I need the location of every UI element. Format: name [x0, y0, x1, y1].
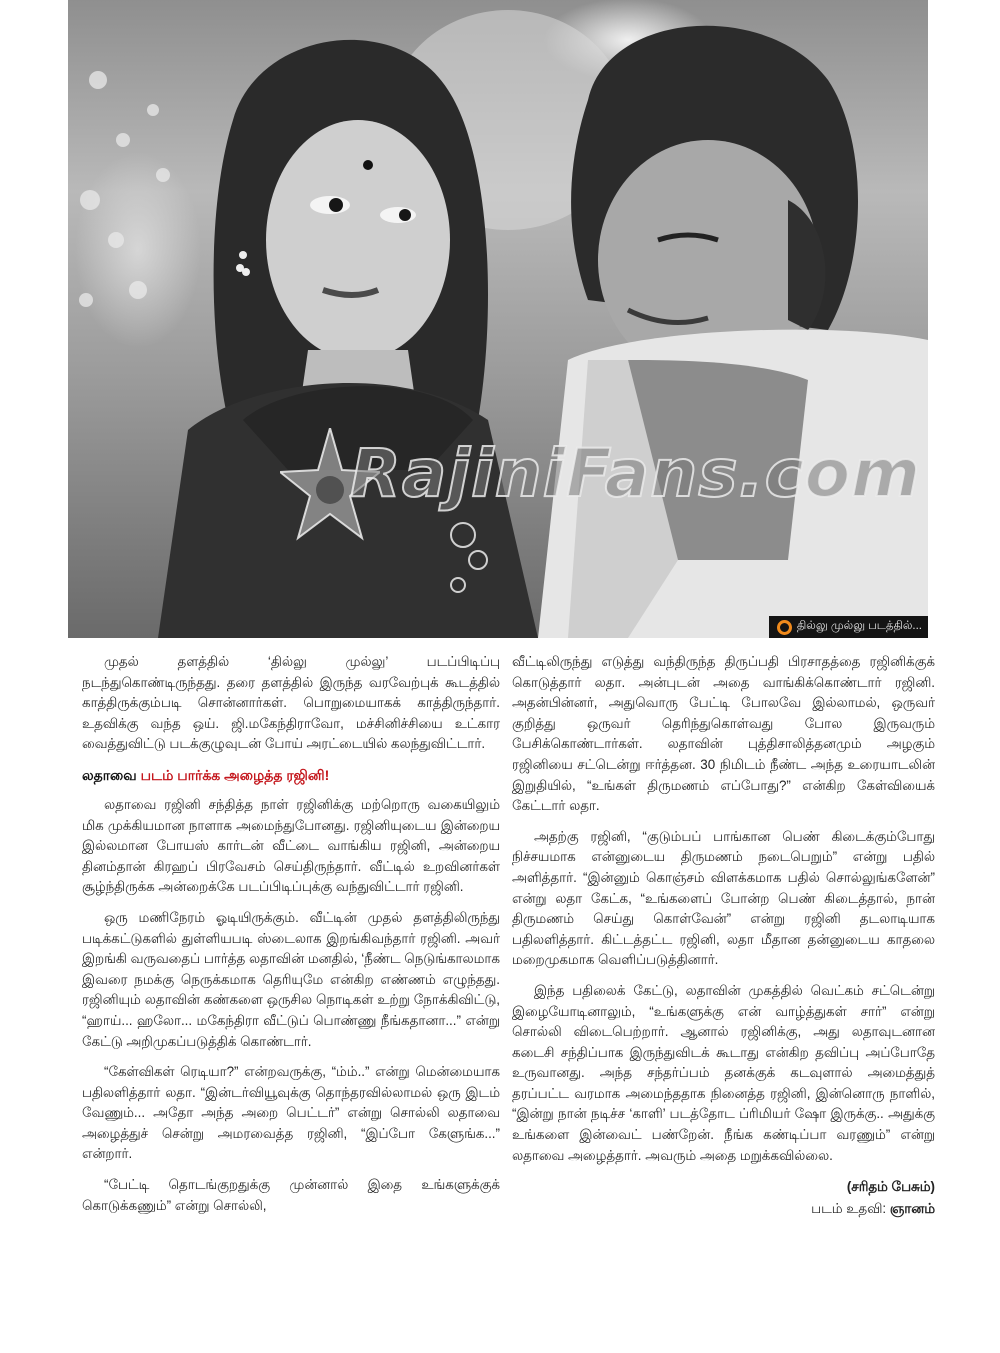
- watermark: [280, 428, 928, 518]
- article-photo: [68, 0, 928, 638]
- photo-credit: [512, 1198, 935, 1220]
- paragraph: “பேட்டி தொடங்குறதுக்கு முன்னால் இதை உங்களுக்குக் கொடுக்கணும்” என்று சொல்லி,: [82, 1177, 500, 1213]
- article-column-right: [512, 652, 935, 1220]
- series-signoff: (சரிதம் பேசும்): [846, 1179, 935, 1195]
- subheading-black-part: லதாவை: [82, 766, 137, 783]
- orange-ring-bullet-icon: [777, 620, 792, 635]
- article-column-left: [82, 652, 500, 1226]
- section-subheading: [82, 765, 500, 785]
- credit-label: படம் உதவி:: [811, 1201, 887, 1217]
- photo-illustration: [68, 0, 928, 638]
- photo-caption: [769, 616, 928, 638]
- credit-name: ஞானம்: [889, 1201, 935, 1217]
- paragraph: “கேள்விகள் ரெடியா?” என்றவருக்கு, “ம்ம்..” என்று மென்மையாக பதிலளித்தார் லதா. “இன்டர்வியூவுக்கு தொந்தரவில்லாமல் ஒரு இடம் வேணும்... அதோ அந்த அறை பெட்டர்” என்று சொல்லி லதாவை அழைத்துச் சென்று அமரவைத்த ரஜினி, “இப்போ கேளுங்க...” என்றார்.: [82, 1064, 500, 1162]
- paragraph: முதல் தளத்தில் ‘தில்லு முல்லு’ படப்பிடிப்பு நடந்துகொண்டிருந்தது. தரை தளத்தில் இருந்த வரவேற்புக் கூடத்தில் காத்திருக்கும்படி சொன்னார்கள். பொறுமையாகக் காத்திருந்தார். உதவிக்கு வந்த ஒய். ஜி.மகேந்திராவோ, மச்சினிச்சியை உட்கார வைத்துவிட்டு படக்குழுவுடன் போய் அரட்டையில் கலந்துவிட்டார்.: [82, 654, 500, 752]
- subheading-red-part: படம் பார்க்க அழைத்த ரஜினி!: [140, 766, 330, 783]
- watermark-text: RajiniFans.com: [350, 435, 921, 512]
- paragraph: லதாவை ரஜினி சந்தித்த நாள் ரஜினிக்கு மற்றொரு வகையிலும் மிக முக்கியமான நாளாக அமைந்துபோனது. ரஜினியுடைய இன்றைய இல்லமான போயஸ் கார்டன் வீட்டை வாங்கிய ரஜினி, அன்றைய தினம்தான் கிரஹப் பிரவேசம் செய்திருந்தார். வீட்டில் உறவினர்கள் சூழ்ந்திருக்க அன்றைக்கே படப்பிடிப்புக்கு வந்துவிட்டார் ரஜினி.: [82, 796, 500, 895]
- paragraph: அதற்கு ரஜினி, “குடும்பப் பாங்கான பெண் கிடைக்கும்போது நிச்சயமாக என்னுடைய திருமணம் நடைபெறும்” என்று பதில் அளித்தார். “இன்னும் கொஞ்சம் விளக்கமாக பதில் சொல்லுங்களேன்” என்று லதா கேட்க, “உங்களைப் போன்ற பெண் கிடைத்தால், நான் திருமணம் செய்து கொள்வேன்” என்று ரஜினி தடலாடியாக பதிலளித்தார். கிட்டத்தட்ட ரஜினி, லதா மீதான தன்னுடைய காதலை மறைமுகமாக வெளிப்படுத்தினார்.: [512, 828, 935, 968]
- paragraph: ஒரு மணிநேரம் ஓடியிருக்கும். வீட்டின் முதல் தளத்திலிருந்து படிக்கட்டுகளில் துள்ளியபடி ஸ்டைலாக இறங்கிவந்தார் ரஜினி. அவர் இறங்கி வருவதைப் பார்த்த லதாவின் மனதில், ‘நீண்ட நெடுங்காலமாக இவரை நமக்கு நெருக்கமாக தெரியுமே என்கிற எண்ணம் எழுந்தது. ரஜினியும் லதாவின் கண்களை ஒருசில நொடிகள் உற்று நோக்கிவிட்டு, “ஹாய்... ஹலோ... மகேந்திரா வீட்டுப் பொண்ணு நீங்கதானா...” என்று கேட்டு அறிமுகப்படுத்திக் கொண்டார்.: [82, 909, 500, 1049]
- caption-text: தில்லு முல்லு படத்தில்...: [796, 620, 922, 632]
- paragraph: இந்த பதிலைக் கேட்டு, லதாவின் முகத்தில் வெட்கம் சட்டென்று இழையோடினாலும், “உங்களுக்கு என் வாழ்த்துகள் சார்” என்று சொல்லி விடைபெற்றார். ஆனால் ரஜினிக்கு, அது லதாவுடனான கடைசி சந்திப்பாக இருந்துவிடக் கூடாது என்கிற தவிப்பு அப்போதே உருவானது. அந்த சந்தர்ப்பம் தனக்குக் கடவுளால் அமைத்துத் தரப்பட்ட வரமாக அமைந்ததாக நினைத்த ரஜினி, இன்னொரு நாளில், “இன்று நான் நடிச்ச ‘காளி’ படத்தோட ப்ரிமியர் ஷோ இருக்கு.. அதுக்கு உங்களை இன்வைட் பண்றேன். நீங்க கண்டிப்பா வரணும்” என்று லதாவை அழைத்தார். அவரும் அதை மறுக்கவில்லை.: [512, 982, 935, 1163]
- paragraph: வீட்டிலிருந்து எடுத்து வந்திருந்த திருப்பதி பிரசாதத்தை ரஜினிக்குக் கொடுத்தார் லதா. அன்புடன் அதை வாங்கிக்கொண்டார் ரஜினி. அதன்பின்னர், அதுவொரு பேட்டி போலவே இல்லாமல், ஒருவர் குறித்து ஒருவர் தெரிந்துகொள்வது போல இருவரும் பேசிக்கொண்டார்கள். லதாவின் புத்திசாலித்தனமும் அழகும் ரஜினியை சட்டென்று ஈர்த்தன. 30 நிமிடம் நீண்ட அந்த உரையாடலின் இறுதியில், “உங்கள் திருமணம் எப்போது?” என்கிற கேள்வியைக் கேட்டார் லதா.: [512, 654, 935, 814]
